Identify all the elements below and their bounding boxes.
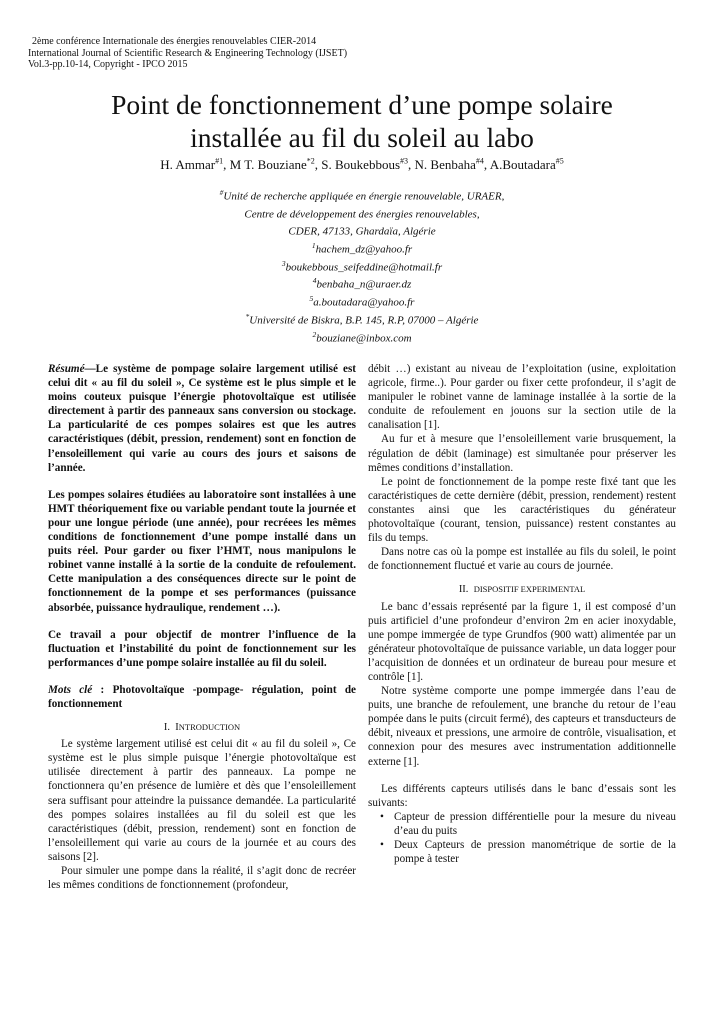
body-paragraph: Le système largement utilisé est celui dit « au fil du soleil », Ce système est le plus simple puisque l’énergie photovoltaïque est utilisée directement à partir des panneaux. La pompe ne fonctionnera qu’en présence de lumière et dès que l’ensoleillement sera suffisant pour atteindre la puissance demandée. La particularité des pompes solaires installées au fil du soleil est que les caractéristiques (débit, pression, rendement) sont en fonction de l’ensoleillement qui varie au cours de la journée et au cours des saisons [2]. <box>48 738 356 863</box>
list-item: • Capteur de pression différentielle pour la mesure du niveau d’eau du puits <box>394 810 676 838</box>
author: N. Benbaha$^{\#4}$, <box>414 157 490 173</box>
header-line-3: Vol.3-pp.10-14, Copyright - IPCO 2015 <box>28 59 188 70</box>
list-item: • Deux Capteurs de pression manométrique de sortie de la pompe à tester <box>394 838 676 866</box>
affiliation-email: $^3$boukebbous_seifeddine@hotmail.fr <box>281 258 443 274</box>
header-line-1: 2ème conférence Internationale des énergies renouvelables CIER-2014 <box>32 36 317 47</box>
affiliation-email: $^4$benbaha_n@uraer.dz <box>312 276 412 292</box>
body-paragraph: Notre système comporte une pompe immergée dans l’eau de puits, une branche de refoulement, une branche du retour de l’eau pompée dans le puits (circuit fermé), des capteurs et transducteurs de débit, niveaux et pressions, une armoire de contrôle, visualisation, et connexion pour des mesures avec instrumentation additionnelle externe [1]. <box>368 685 676 768</box>
section-heading-introduction: I. INTRODUCTION <box>163 722 241 734</box>
body-paragraph: Dans notre cas où la pompe est installée au fils du soleil, le point de fonctionnement fluctué et varie au cours de journée. <box>368 546 676 573</box>
affiliation-line: *Université de Biskra, B.P. 145, R.P, 07000 – Algérie <box>245 311 479 327</box>
header-line-2: International Journal of Scientific Research & Engineering Technology (IJSET) <box>28 47 348 59</box>
paper-title <box>0 88 724 154</box>
abstract-label: Résumé <box>48 363 85 375</box>
author-list <box>0 157 724 173</box>
journal-header <box>28 36 347 71</box>
body-paragraph: débit …) existant au niveau de l’exploitation (usine, exploitation agricole, firme..). Pour garder ou fixer cette profondeur, il s’agit de manipuler le robinet vanne de laminage installée à la sortie de la conduite de refoulement en jouons sur la section utile de la canalisation [1]. <box>368 363 676 432</box>
author: A.Boutadara$^{\#5}$ <box>489 157 564 173</box>
body-paragraph: Pour simuler une pompe dans la réalité, il s’agit donc de recréer les mêmes conditions de fonctionnement (profondeur, <box>48 865 356 892</box>
body-paragraph: Le point de fonctionnement de la pompe reste fixé tant que les caractéristiques de cette dernière (débit, pression, rendement) restent constantes ainsi que les caractéristiques du générateur photovoltaïque (courant, tension, puissance) restent constantes au fils du temps. <box>368 475 676 545</box>
left-column <box>48 362 356 892</box>
affiliation-line: #Unité de recherche appliquée en énergie renouvelable, URAER, <box>219 188 505 203</box>
affiliations <box>0 184 724 343</box>
author: H. Ammar$^{\#1}$, <box>160 157 230 173</box>
keywords-label: Mots clé <box>48 683 93 696</box>
affiliation-email: $^2$bouziane@inbox.com <box>312 329 412 345</box>
affiliation-line: Centre de développement des énergies renouvelables, <box>244 208 480 221</box>
body-paragraph: Au fur et à mesure que l’ensoleillement varie brusquement, la régulation de débit (laminage) est simultanée pour préserver les mêmes conditions d’installation. <box>368 433 676 474</box>
keywords: Mots clé : Photovoltaïque -pompage- régulation, point de fonctionnement <box>48 683 356 710</box>
author: S. Boukebbous$^{\#3}$, <box>321 157 415 173</box>
affiliation-line: CDER, 47133, Ghardaïa, Algérie <box>288 226 436 239</box>
abstract-paragraph: Ce travail a pour objectif de montrer l’influence de la fluctuation et l’instabilité du point de fonctionnement sur les performances d’une pompe solaire installée au fil du soleil. <box>48 628 356 669</box>
body-paragraph: Le banc d’essais représenté par la figure 1, il est composé d’un puis artificiel d’une profondeur d’environ 2m en acier inoxydable, une pompe immergée de type Grundfos (900 watt) alimentée par un générateur photovoltaïque de puissance variable, un data logger pour l’acquisition de données et un ordinateur de bureau pour mesure et contrôle [1]. <box>368 600 676 683</box>
author: M T. Bouziane$^{*2}$, <box>229 157 322 173</box>
abstract-paragraph: Les pompes solaires étudiées au laboratoire sont installées à une HMT théoriquement fixe ou variable pendant toute la journée et pour une longue période (une année), pour recréees les mêmes conditions de fonctionnement d’une pompe installé dans un puits réel. Pour garder ou fixer l’HMT, nous manipulons le robinet vanne installé à la sortie de la conduite de refoulement. Cette manipulation a des conséquences directe sur le point de fonctionnement de la pompe et ses performances (puissance absorbée, puissance hydraulique, rendement …). <box>48 488 356 614</box>
title-line-1: Point de fonctionnement d’une pompe solaire <box>111 89 613 120</box>
body-paragraph: Les différents capteurs utilisés dans le banc d’essais sont les suivants: <box>368 782 676 809</box>
abstract-paragraph: Résumé—Le système de pompage solaire largement utilisé est celui dit « au fil du soleil », Ce système est le plus simple et le moins couteux puisque l’énergie photovoltaïque est utilisée directement à partir des panneaux sans conversion ou stockage. La particularité de ces pompes solaires est que les autres caractéristiques (débit, pression, rendement) sont en fonction de l’ensoleillement qui varie au cours des jours et saisons de l’année. <box>48 363 356 474</box>
title-line-2: installée au fil du soleil au labo <box>190 122 534 153</box>
affiliation-email: $^5$a.boutadara@yahoo.fr <box>309 294 415 309</box>
affiliation-email: $^1$hachem_dz@yahoo.fr <box>311 241 413 256</box>
section-heading-dispositif: II. DISPOSITIF EXPERIMENTAL <box>458 584 586 596</box>
right-column <box>368 362 676 866</box>
sensor-list <box>368 810 676 866</box>
